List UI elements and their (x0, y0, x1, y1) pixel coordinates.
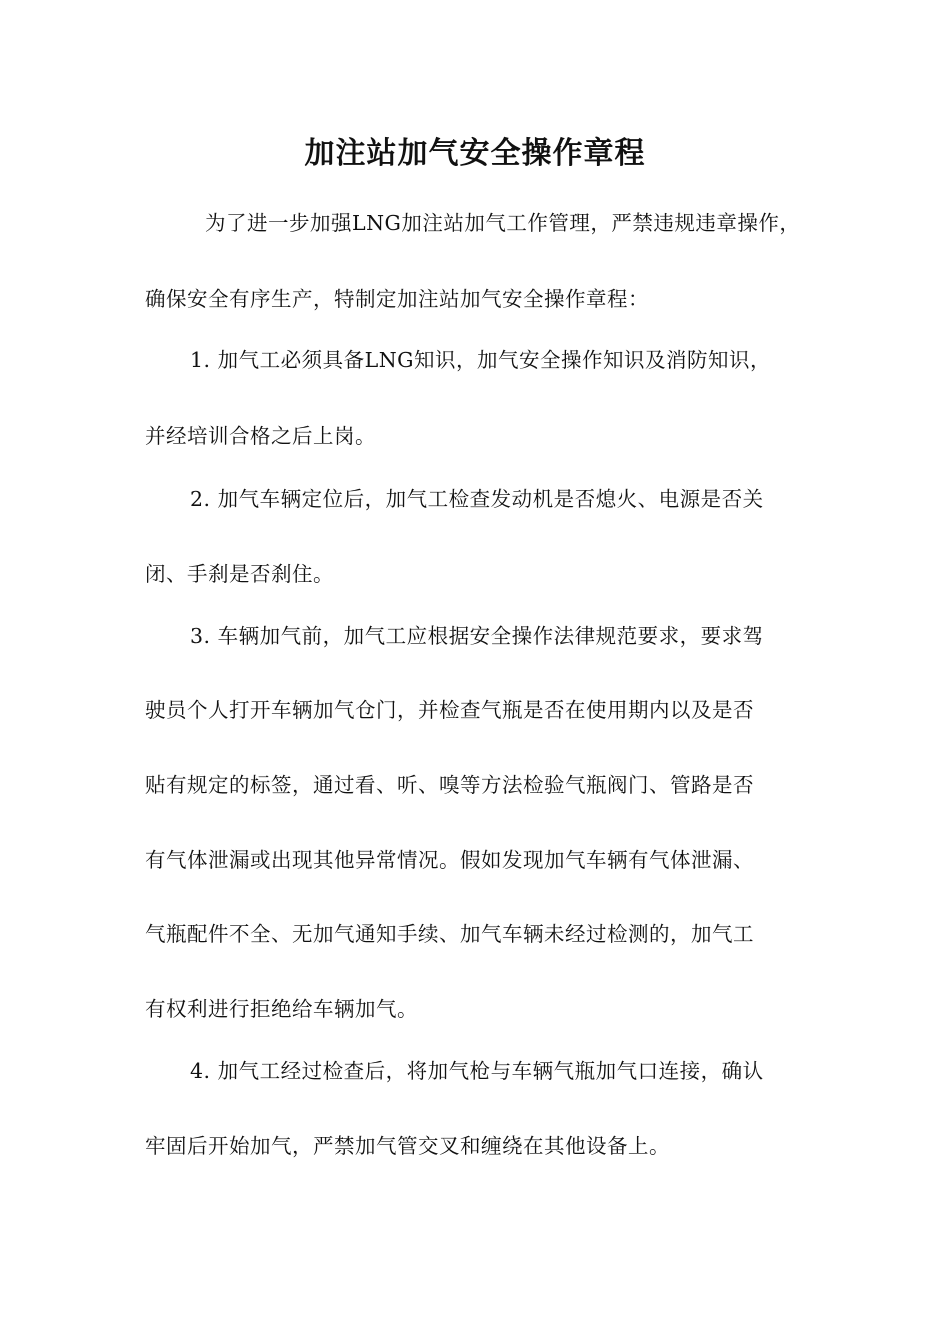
paragraph-line-item3-3: 贴有规定的标签，通过看、听、嗅等方法检验气瓶阀门、管路是否 (145, 773, 754, 797)
paragraph-line-item3-1: 3. 车辆加气前，加气工应根据安全操作法律规范要求，要求驾 (190, 624, 764, 648)
paragraph-line-intro-1: 为了进一步加强LNG加注站加气工作管理，严禁违规违章操作， (205, 211, 801, 235)
paragraph-line-item3-2: 驶员个人打开车辆加气仓门，并检查气瓶是否在使用期内以及是否 (145, 698, 754, 722)
paragraph-line-item2-1: 2. 加气车辆定位后，加气工检查发动机是否熄火、电源是否关 (190, 487, 764, 511)
paragraph-line-intro-2: 确保安全有序生产，特制定加注站加气安全操作章程： (145, 287, 649, 311)
paragraph-line-item1-1: 1. 加气工必须具备LNG知识，加气安全操作知识及消防知识， (190, 348, 772, 372)
document-title: 加注站加气安全操作章程 (304, 136, 646, 171)
paragraph-line-item4-1: 4. 加气工经过检查后，将加气枪与车辆气瓶加气口连接，确认 (190, 1059, 764, 1083)
paragraph-line-item3-6: 有权利进行拒绝给车辆加气。 (145, 997, 418, 1021)
paragraph-line-item2-2: 闭、手刹是否刹住。 (145, 562, 334, 586)
paragraph-line-item3-4: 有气体泄漏或出现其他异常情况。假如发现加气车辆有气体泄漏、 (145, 848, 754, 872)
paragraph-line-item3-5: 气瓶配件不全、无加气通知手续、加气车辆未经过检测的，加气工 (145, 922, 754, 946)
paragraph-line-item1-2: 并经培训合格之后上岗。 (145, 424, 376, 448)
paragraph-line-item4-2: 牢固后开始加气，严禁加气管交叉和缠绕在其他设备上。 (145, 1134, 670, 1158)
